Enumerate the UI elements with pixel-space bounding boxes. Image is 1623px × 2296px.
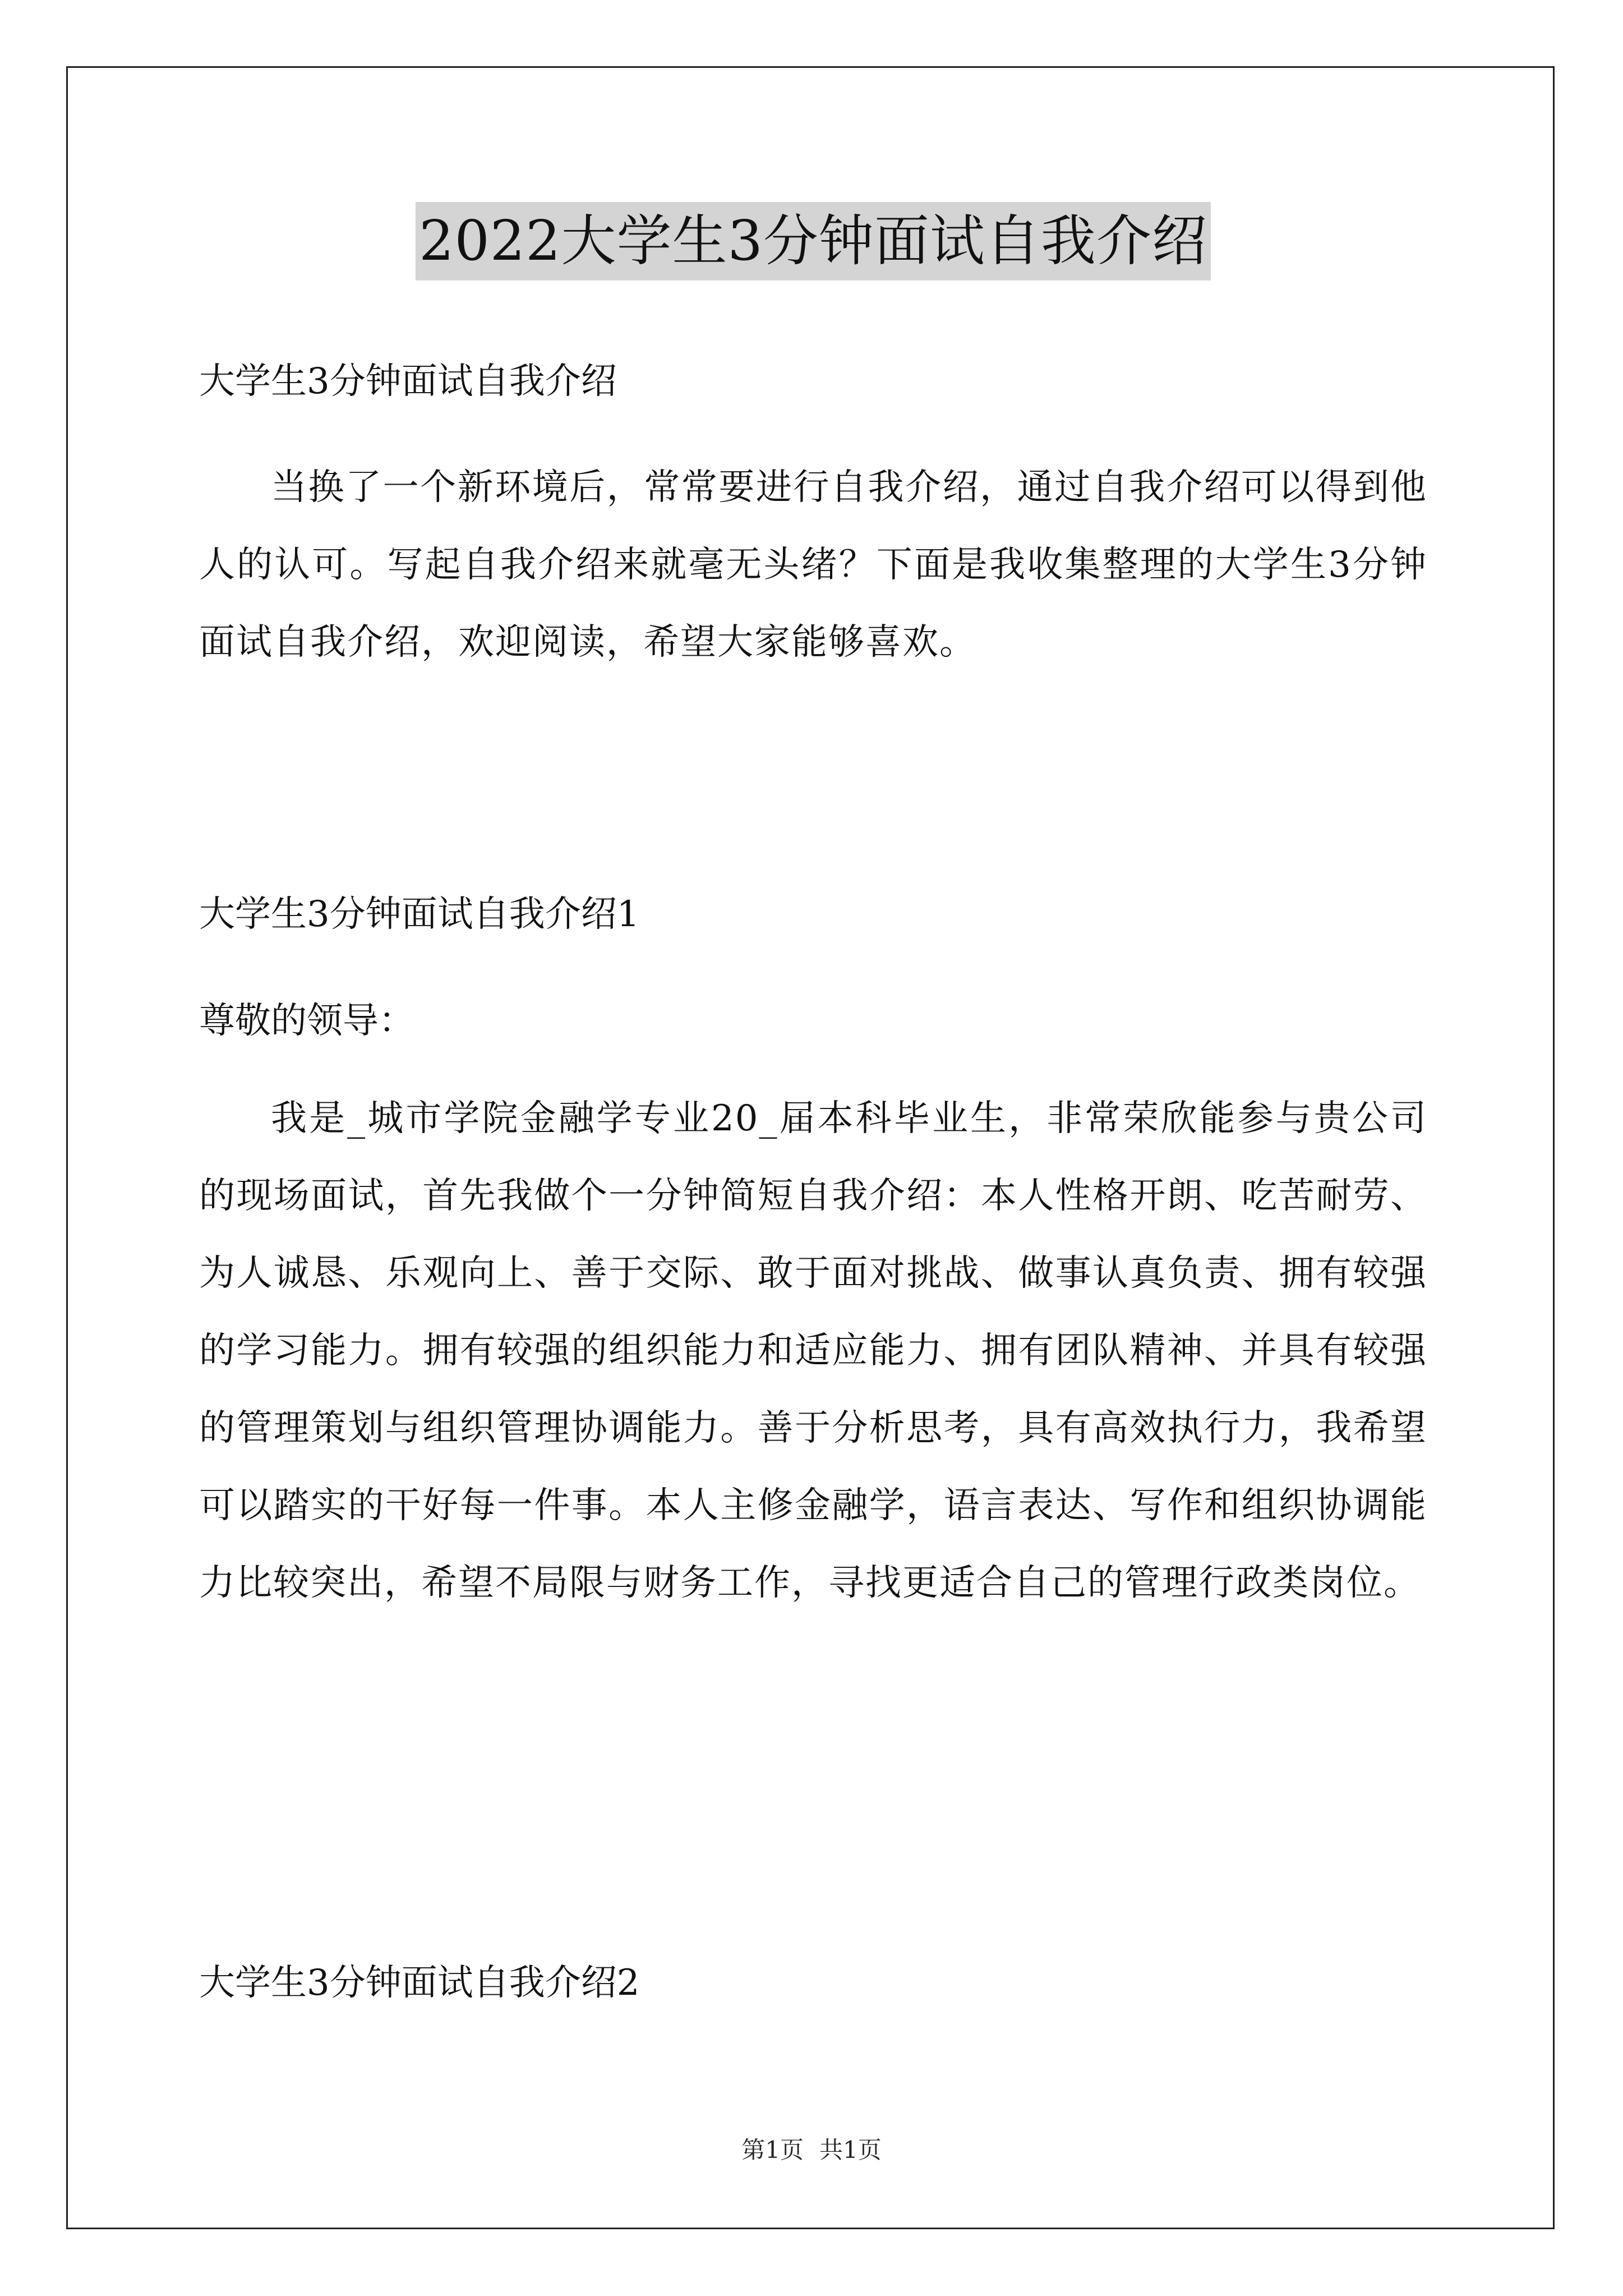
document-title: 2022大学生3分钟面试自我介绍 <box>416 202 1211 280</box>
section1-salutation: 尊敬的领导： <box>199 1000 414 1042</box>
intro-paragraph: 当换了一个新环境后，常常要进行自我介绍，通过自我介绍可以得到他人的认可。写起自我介绍来就毫无头绪？下面是我收集整理的大学生3分钟面试自我介绍，欢迎阅读，希望大家能够喜欢。 <box>199 467 1427 663</box>
title-wrap <box>199 202 1427 280</box>
section1-body: 我是_城市学院金融学专业20_届本科毕业生，非常荣欣能参与贵公司的现场面试，首先我做个一分钟简短自我介绍：本人性格开朗、吃苦耐劳、为人诚恳、乐观向上、善于交际、敢于面对挑战、做事认真负责、拥有较强的学习能力。拥有较强的组织能力和适应能力、拥有团队精神、并具有较强的管理策划与组织管理协调能力。善于分析思考，具有高效执行力，我希望可以踏实的干好每一件事。本人主修金融学，语言表达、写作和组织协调能力比较突出，希望不局限与财务工作，寻找更适合自己的管理行政类岗位。 <box>199 1098 1427 1604</box>
page-footer <box>0 2133 1623 2167</box>
section1-heading: 大学生3分钟面试自我介绍1 <box>199 894 640 935</box>
page-total: 共1页 <box>819 2136 882 2164</box>
page-number: 第1页 <box>741 2136 804 2164</box>
document-subtitle: 大学生3分钟面试自我介绍 <box>199 361 617 402</box>
section2-heading: 大学生3分钟面试自我介绍2 <box>199 1962 640 2004</box>
